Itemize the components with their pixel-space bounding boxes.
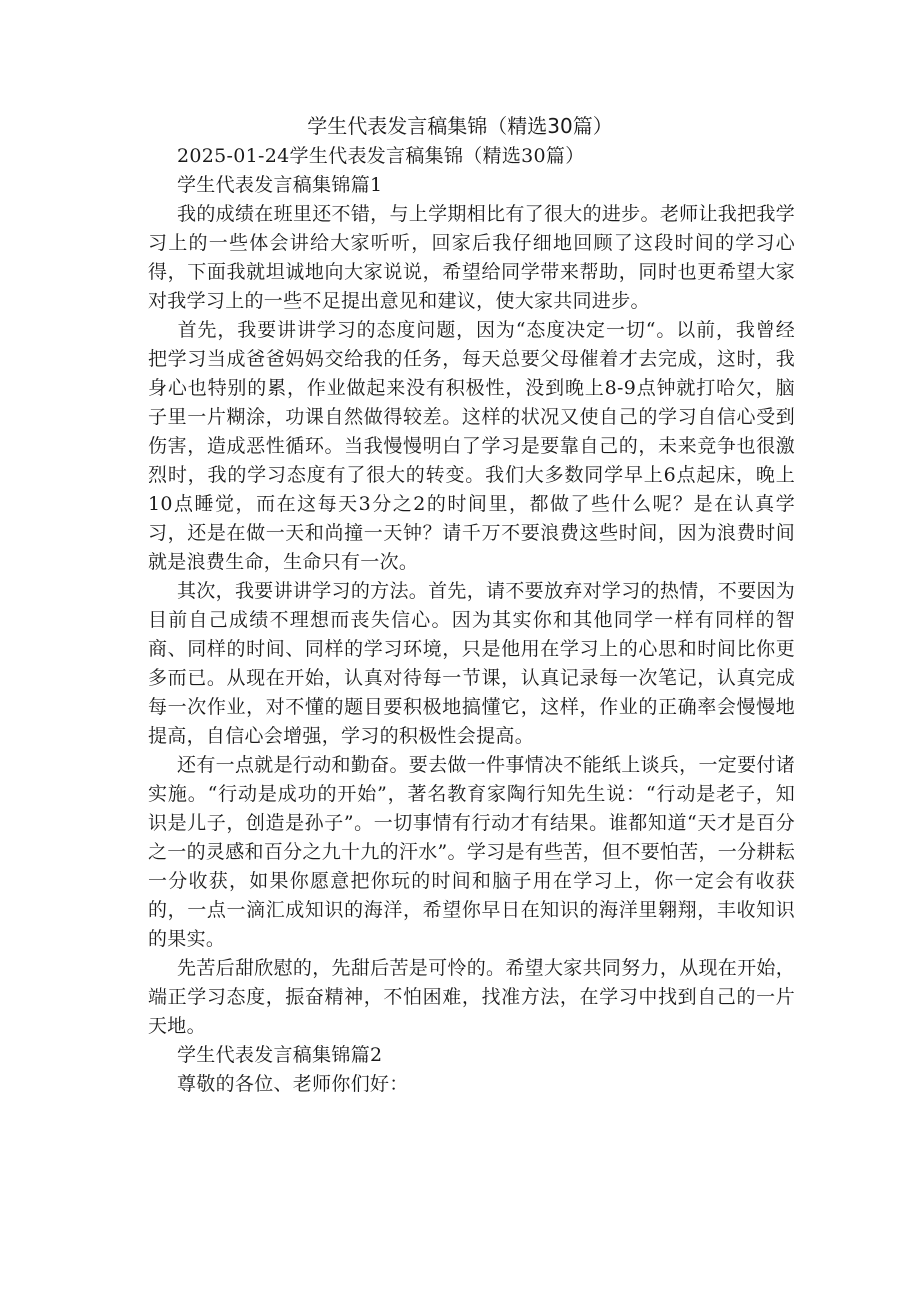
paragraph-5-text: 先苦后甜欣慰的，先甜后苦是可怜的。希望大家共同努力，从现在开始，端正学习态度，振奋精神，不怕困难，找准方法，在学习中找到自己的一片天地。 (148, 957, 795, 1037)
document-title: 学生代表发言稿集锦（精选30篇） (307, 114, 613, 138)
section-heading-1: 学生代表发言稿集锦篇1 (177, 174, 383, 196)
paragraph-5 (148, 954, 795, 1041)
paragraph-1-text: 我的成绩在班里还不错，与上学期相比有了很大的进步。老师让我把我学习上的一些体会讲给大家听听，回家后我仔细地回顾了这段时间的学习心得，下面我就坦诚地向大家说说，希望给同学带来帮助，同时也更希望大家对我学习上的一些不足提出意见和建议，使大家共同进步。 (148, 203, 795, 312)
paragraph-4 (148, 751, 795, 954)
paragraph-3 (148, 577, 795, 751)
greeting-line: 尊敬的各位、老师你们好： (177, 1073, 409, 1095)
paragraph-3-text: 其次，我要讲讲学习的方法。首先，请不要放弃对学习的热情，不要因为目前自己成绩不理想而丧失信心。因为其实你和其他同学一样有同样的智商、同样的时间、同样的学习环境，只是他用在学习上的心思和时间比你更多而已。从现在开始，认真对待每一节课，认真记录每一次笔记，认真完成每一次作业，对不懂的题目要积极地搞懂它，这样，作业的正确率会慢慢地提高，自信心会增强，学习的积极性会提高。 (148, 580, 795, 747)
document-body (148, 142, 795, 1099)
document-meta-line: 2025-01-24学生代表发言稿集锦（精选30篇） (177, 145, 585, 167)
paragraph-1 (148, 200, 795, 316)
paragraph-2 (148, 316, 795, 577)
section-heading-2: 学生代表发言稿集锦篇2 (177, 1044, 383, 1066)
paragraph-2-text: 首先，我要讲讲学习的态度问题，因为“态度决定一切“。以前，我曾经把学习当成爸爸妈妈交给我的任务，每天总要父母催着才去完成，这时，我身心也特别的累，作业做起来没有积极性，没到晚上8-9点钟就打哈欠，脑子里一片糊涂，功课自然做得较差。这样的状况又使自己的学习自信心受到伤害，造成恶性循环。当我慢慢明白了学习是要靠自己的，未来竞争也很激烈时，我的学习态度有了很大的转变。我们大多数同学早上6点起床，晚上10点睡觉，而在这每天3分之2的时间里，都做了些什么呢？是在认真学习，还是在做一天和尚撞一天钟？请千万不要浪费这些时间，因为浪费时间就是浪费生命，生命只有一次。 (148, 319, 795, 573)
paragraph-4-text: 还有一点就是行动和勤奋。要去做一件事情决不能纸上谈兵，一定要付诸实施。“行动是成功的开始”，著名教育家陶行知先生说：“行动是老子，知识是儿子，创造是孙子”。一切事情有行动才有结果。谁都知道“天才是百分之一的灵感和百分之九十九的汗水”。学习是有些苦，但不要怕苦，一分耕耘一分收获，如果你愿意把你玩的时间和脑子用在学习上，你一定会有收获的，一点一滴汇成知识的海洋，希望你早日在知识的海洋里翱翔，丰收知识的果实。 (148, 754, 795, 950)
